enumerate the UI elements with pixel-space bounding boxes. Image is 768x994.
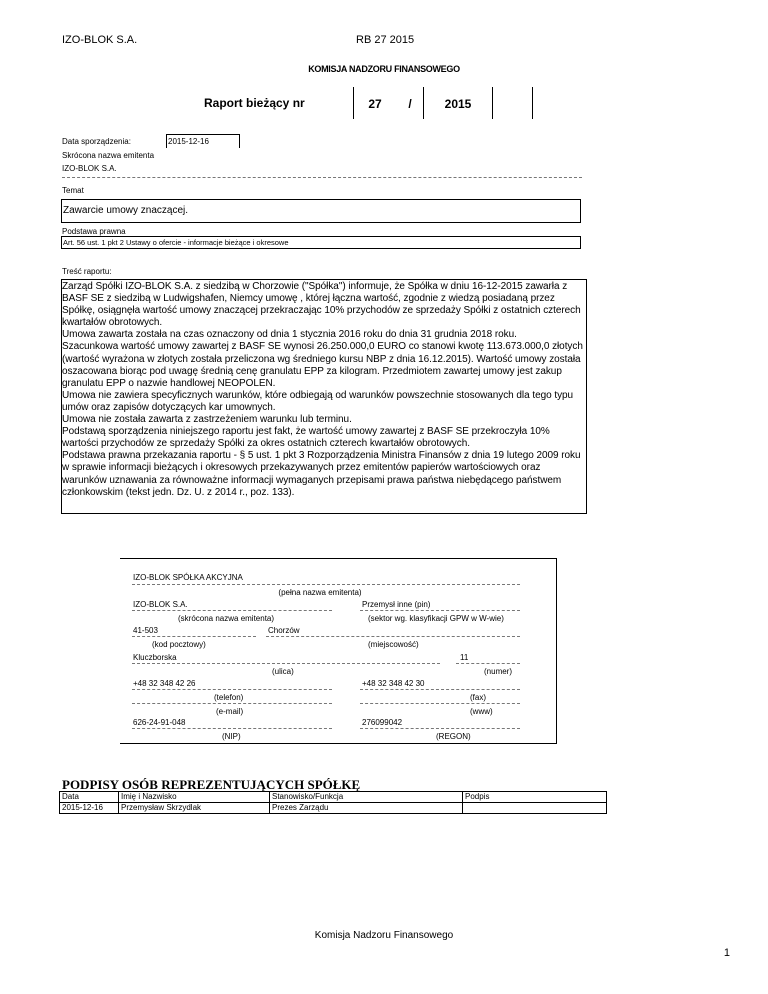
divider	[360, 728, 520, 729]
issuer-full-name-caption: (pełna nazwa emitenta)	[278, 588, 362, 597]
column-header: Stanowisko/Funkcja	[270, 792, 463, 803]
table-cell: Przemysław Skrzydlak	[119, 803, 270, 814]
divider	[132, 584, 520, 585]
column-header: Data	[60, 792, 119, 803]
divider	[132, 663, 440, 664]
subject-label: Temat	[62, 186, 84, 195]
issuer-street: Kluczborska	[133, 653, 177, 662]
divider	[132, 610, 332, 611]
divider	[132, 703, 332, 704]
divider	[132, 636, 256, 637]
content-paragraph: Umowa nie zawiera specyficznych warunków, które odbiegają od warunków powszechnie stosowanych dla tego typu umów oraz zapisów dotyczących kar umownych.	[62, 389, 574, 413]
issuer-phone: +48 32 348 42 26	[133, 679, 196, 688]
table-cell	[463, 803, 607, 814]
issuer-city-caption: (miejscowość)	[368, 640, 419, 649]
legal-basis-label: Podstawa prawna	[62, 227, 126, 236]
issuer-fax: +48 32 348 42 30	[362, 679, 425, 688]
short-name-divider	[62, 177, 582, 178]
date-value: 2015-12-16	[168, 137, 209, 146]
issuer-www-caption: (www)	[470, 707, 493, 716]
report-content	[62, 281, 586, 499]
content-paragraph: Podstawa prawna przekazania raportu - § 5 ust. 1 pkt 3 Rozporządzenia Ministra Finansów z dnia 19 lutego 2009 roku w sprawie informacji bieżących i okresowych przekazywanych przez emitentów papierów wartościowych oraz warunków uznawania za równoważne informacji wymaganych przepisami prawa państwa niebędącego państwem członkowskim (tekst jedn. Dz. U. z 2014 r., poz. 133).	[62, 450, 581, 498]
table-cell: 2015-12-16	[60, 803, 119, 814]
divider	[132, 728, 332, 729]
issuer-sector: Przemysł inne (pin)	[362, 600, 431, 609]
issuer-regon-caption: (REGON)	[436, 732, 471, 741]
issuer-number: 11	[460, 653, 469, 662]
signatures-table	[59, 791, 607, 814]
header-company: IZO-BLOK S.A.	[62, 34, 138, 46]
table-row	[60, 803, 607, 814]
column-header: Podpis	[463, 792, 607, 803]
divider	[266, 636, 520, 637]
issuer-city: Chorzów	[268, 626, 300, 635]
issuer-box	[120, 558, 557, 744]
report-title: Raport bieżący nr	[204, 96, 305, 110]
content-paragraph: Umowa zawarta została na czas oznaczony od dnia 1 stycznia 2016 roku do dnia 31 grudnia 2018 roku.	[62, 329, 517, 341]
divider	[360, 689, 520, 690]
issuer-nip: 626-24-91-048	[133, 718, 186, 727]
authority-title: KOMISJA NADZORU FINANSOWEGO	[308, 64, 460, 74]
issuer-short-name-caption: (skrócona nazwa emitenta)	[178, 614, 275, 623]
issuer-regon: 276099042	[362, 718, 403, 727]
report-extra-box	[493, 87, 533, 119]
signatures-heading: PODPISY OSÓB REPREZENTUJĄCYCH SPÓŁKĘ	[62, 777, 361, 792]
issuer-postal-code: 41-503	[133, 626, 158, 635]
issuer-postal-code-caption: (kod pocztowy)	[152, 640, 206, 649]
short-name-value: IZO-BLOK S.A.	[62, 164, 117, 173]
date-label: Data sporządzenia:	[62, 137, 131, 146]
issuer-sector-caption: (sektor wg. klasyfikacji GPW w W-wie)	[368, 614, 504, 623]
content-paragraph: Umowa nie została zawarta z zastrzeżeniem warunku lub terminu.	[62, 414, 352, 426]
divider	[132, 689, 332, 690]
divider	[360, 703, 520, 704]
issuer-number-caption: (numer)	[484, 667, 513, 676]
issuer-street-caption: (ulica)	[272, 667, 294, 676]
issuer-phone-caption: (telefon)	[214, 693, 244, 702]
report-number: 27	[368, 97, 382, 111]
table-header-row	[60, 792, 607, 803]
report-separator: /	[408, 97, 412, 111]
divider	[360, 610, 520, 611]
divider	[456, 663, 520, 664]
footer-authority: Komisja Nadzoru Finansowego	[314, 930, 454, 941]
content-paragraph: Podstawą sporządzenia niniejszego raportu jest fakt, że wartość umowy zawartej z BASF SE przekroczyła 10% wartości przychodów ze sprzedaży Spółki za okres ostatnich czterech kwartałów obrotowych.	[62, 426, 550, 450]
legal-basis-value: Art. 56 ust. 1 pkt 2 Ustawy o ofercie - informacje bieżące i okresowe	[63, 238, 289, 247]
content-paragraph: Szacunkowa wartość umowy zawartej z BASF SE wynosi 26.250.000,0 EURO co stanowi kwotę 113.673.000,0 złotych (wartość wyrażona w złotych została przeliczona wg średniego kursu NBP z dnia 16.12.2015). Wartość umowy została oszacowana biorąc pod uwagę średnią cenę granulatu EPP za kilogram. Przedmiotem zawartej umowy jest zakup granulatu EPP o nazwie handlowej NEOPOLEN.	[62, 341, 583, 389]
content-paragraph: Zarząd Spółki IZO-BLOK S.A. z siedzibą w Chorzowie ("Spółka") informuje, że Spółka w dniu 16-12-2015 zawarła z BASF SE z siedzibą w Ludwigshafen, Niemcy umowę , której łączna wartość, zgodnie z wiedzą posiadaną przez Spółkę, osiągnęła wartość umowy znaczącej przekraczając 10% przychodów ze sprzedaży Spółki z ostatnich czterech kwartałów obrotowych.	[62, 281, 581, 329]
subject-value: Zawarcie umowy znaczącej.	[63, 205, 189, 216]
page-number: 1	[723, 947, 730, 959]
issuer-short-name: IZO-BLOK S.A.	[133, 600, 188, 609]
issuer-email-caption: (e-mail)	[216, 707, 244, 716]
column-header: Imię i Nazwisko	[119, 792, 270, 803]
issuer-full-name: IZO-BLOK SPÓŁKA AKCYJNA	[133, 573, 243, 582]
issuer-nip-caption: (NIP)	[222, 732, 241, 741]
header-report-code: RB 27 2015	[356, 34, 415, 46]
table-cell: Prezes Zarządu	[270, 803, 463, 814]
short-name-label: Skrócona nazwa emitenta	[62, 151, 155, 160]
report-year: 2015	[444, 97, 472, 111]
content-label: Treść raportu:	[62, 267, 112, 276]
issuer-fax-caption: (fax)	[470, 693, 486, 702]
